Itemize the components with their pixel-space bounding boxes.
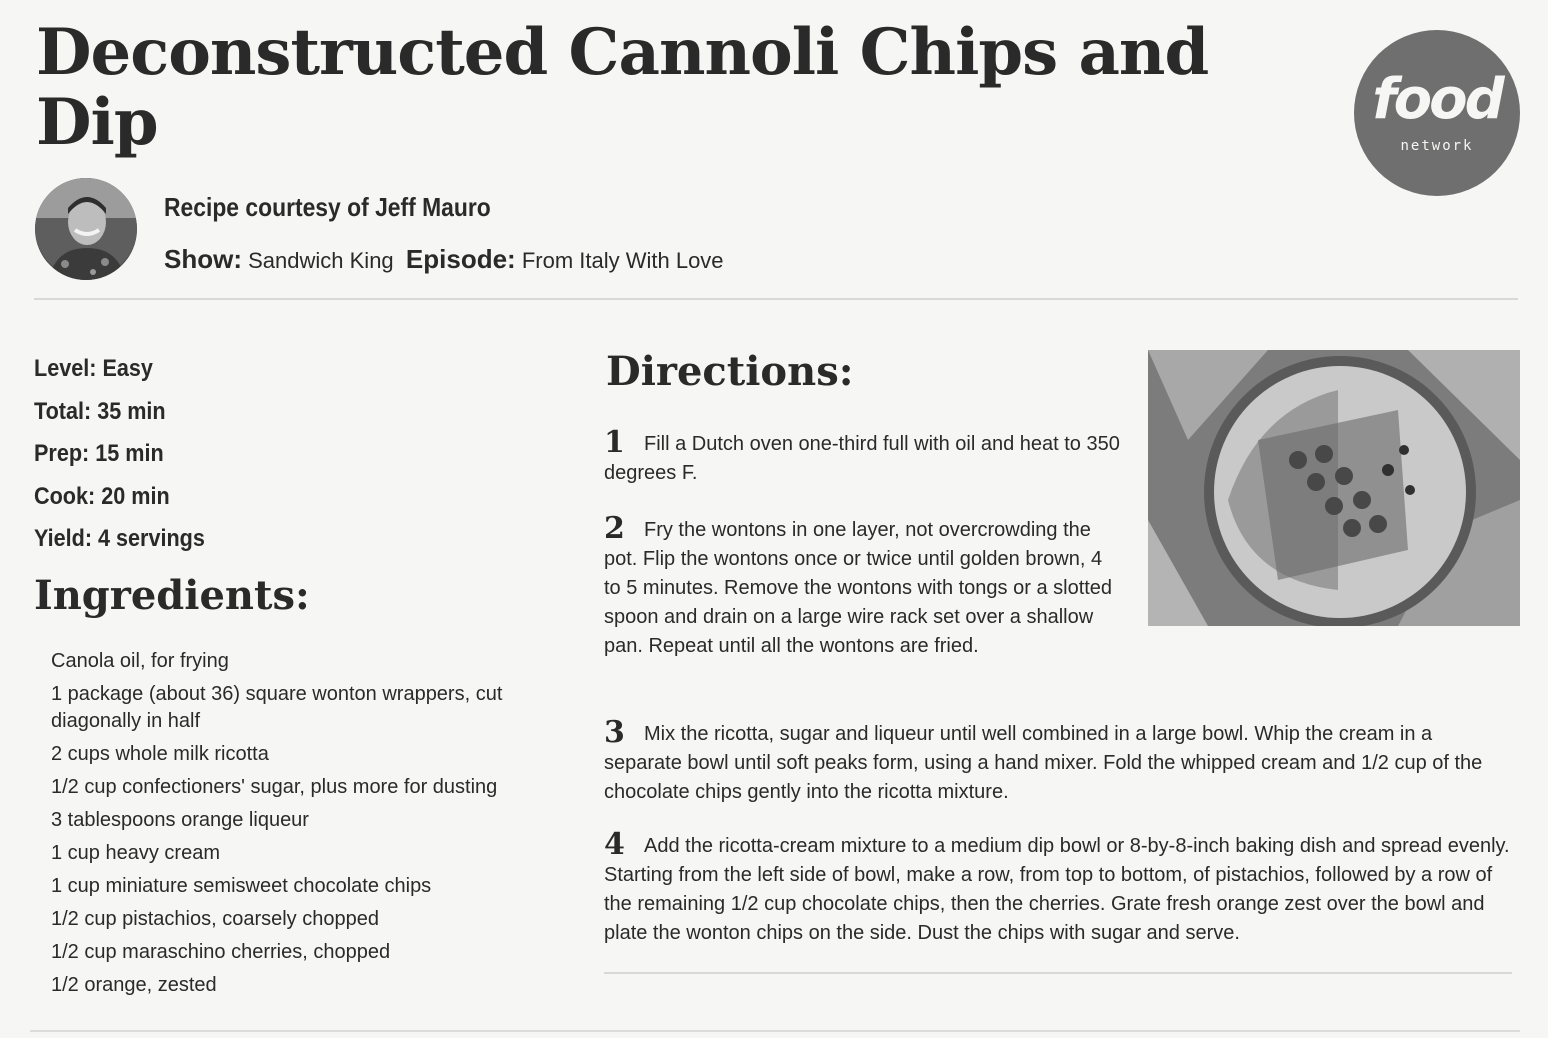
ingredient-item: 3 tablespoons orange liqueur [51,809,309,831]
meta-value: Easy [102,355,153,382]
ingredient-item: 1/2 cup maraschino cherries, chopped [51,941,391,963]
ingredients-list [51,648,541,1005]
ingredient-item: 1/2 cup confectioners' sugar, plus more for dusting [51,776,498,798]
episode-name: From Italy With Love [521,248,724,273]
show-episode-line [164,244,724,275]
meta-yield [34,518,205,561]
meta-label: Yield: [34,525,93,552]
header-divider [34,298,1518,300]
recipe-courtesy: Recipe courtesy of Jeff Mauro [164,192,491,222]
step-text: Fry the wontons in one layer, not overcrowding the pot. Flip the wontons once or twice until golden brown, 4 to 5 minutes. Remove the wontons with tongs or a slotted spoon and drain on a large wire rack set over a shallow pan. Repeat until all the wontons are fried. [604,519,1113,657]
meta-total [34,391,205,434]
meta-prep [34,433,205,476]
meta-value: 4 servings [98,525,205,552]
direction-step-1 [604,425,1124,488]
ingredient-item: 1 cup miniature semisweet chocolate chips [51,875,432,897]
logo-word: food [1372,67,1502,132]
meta-label: Total: [34,397,92,425]
ingredient-item: 1 cup heavy cream [51,842,220,864]
directions-divider [604,972,1512,974]
show-name: Sandwich King [248,248,394,273]
episode-label: Episode: [405,244,516,274]
footer-divider [30,1030,1520,1032]
direction-step-3 [604,715,1504,807]
meta-cook [34,476,205,519]
food-network-logo [1354,30,1520,196]
direction-step-4 [604,827,1512,948]
ingredient-item: 1/2 cup pistachios, coarsely chopped [51,908,379,930]
step-number: 4 [604,827,625,862]
meta-value: 20 min [101,482,170,510]
meta-value: 15 min [95,440,164,467]
directions-heading: Directions: [606,348,854,395]
step-number: 2 [604,511,625,546]
meta-label: Level: [34,355,97,382]
cannoli-dip-photo-icon [1148,350,1520,626]
ingredient-item: 2 cups whole milk ricotta [51,743,269,765]
meta-level [34,348,205,391]
recipe-meta [34,348,224,561]
step-text: Add the ricotta-cream mixture to a medium dip bowl or 8-by-8-inch baking dish and spread evenly. Starting from the left side of bowl, make a row, from top to bottom, of pistachios, followed by a row of the remaining 1/2 cup chocolate chips, then the cherries. Grate fresh orange zest over the bowl and plate the wonton chips on the side. Dust the chips with sugar and serve. [604,835,1510,944]
meta-value: 35 min [97,397,166,425]
step-text: Mix the ricotta, sugar and liqueur until well combined in a large bowl. Whip the cream in a separate bowl until soft peaks form, using a hand mixer. Fold the whipped cream and 1/2 cup of the chocolate chips gently into the ricotta mixture. [604,723,1483,803]
recipe-title: Deconstructed Cannoli Chips and Dip [36,15,1209,160]
chef-avatar [35,178,137,280]
chef-portrait-icon [35,178,137,280]
ingredient-item: 1/2 orange, zested [51,974,217,996]
ingredient-item: Canola oil, for frying [51,650,229,672]
step-text: Fill a Dutch oven one-third full with oil and heat to 350 degrees F. [604,433,1120,484]
ingredients-heading: Ingredients: [34,572,310,619]
meta-label: Prep: [34,440,90,467]
step-number: 1 [604,425,625,460]
recipe-photo [1148,350,1520,626]
ingredient-item: 1 package (about 36) square wonton wrappers, cut diagonally in half [51,683,503,732]
direction-step-2 [604,511,1124,661]
step-number: 3 [604,715,625,750]
show-label: Show: [164,244,242,274]
meta-label: Cook: [34,482,96,510]
logo-sub: network [1400,138,1474,154]
